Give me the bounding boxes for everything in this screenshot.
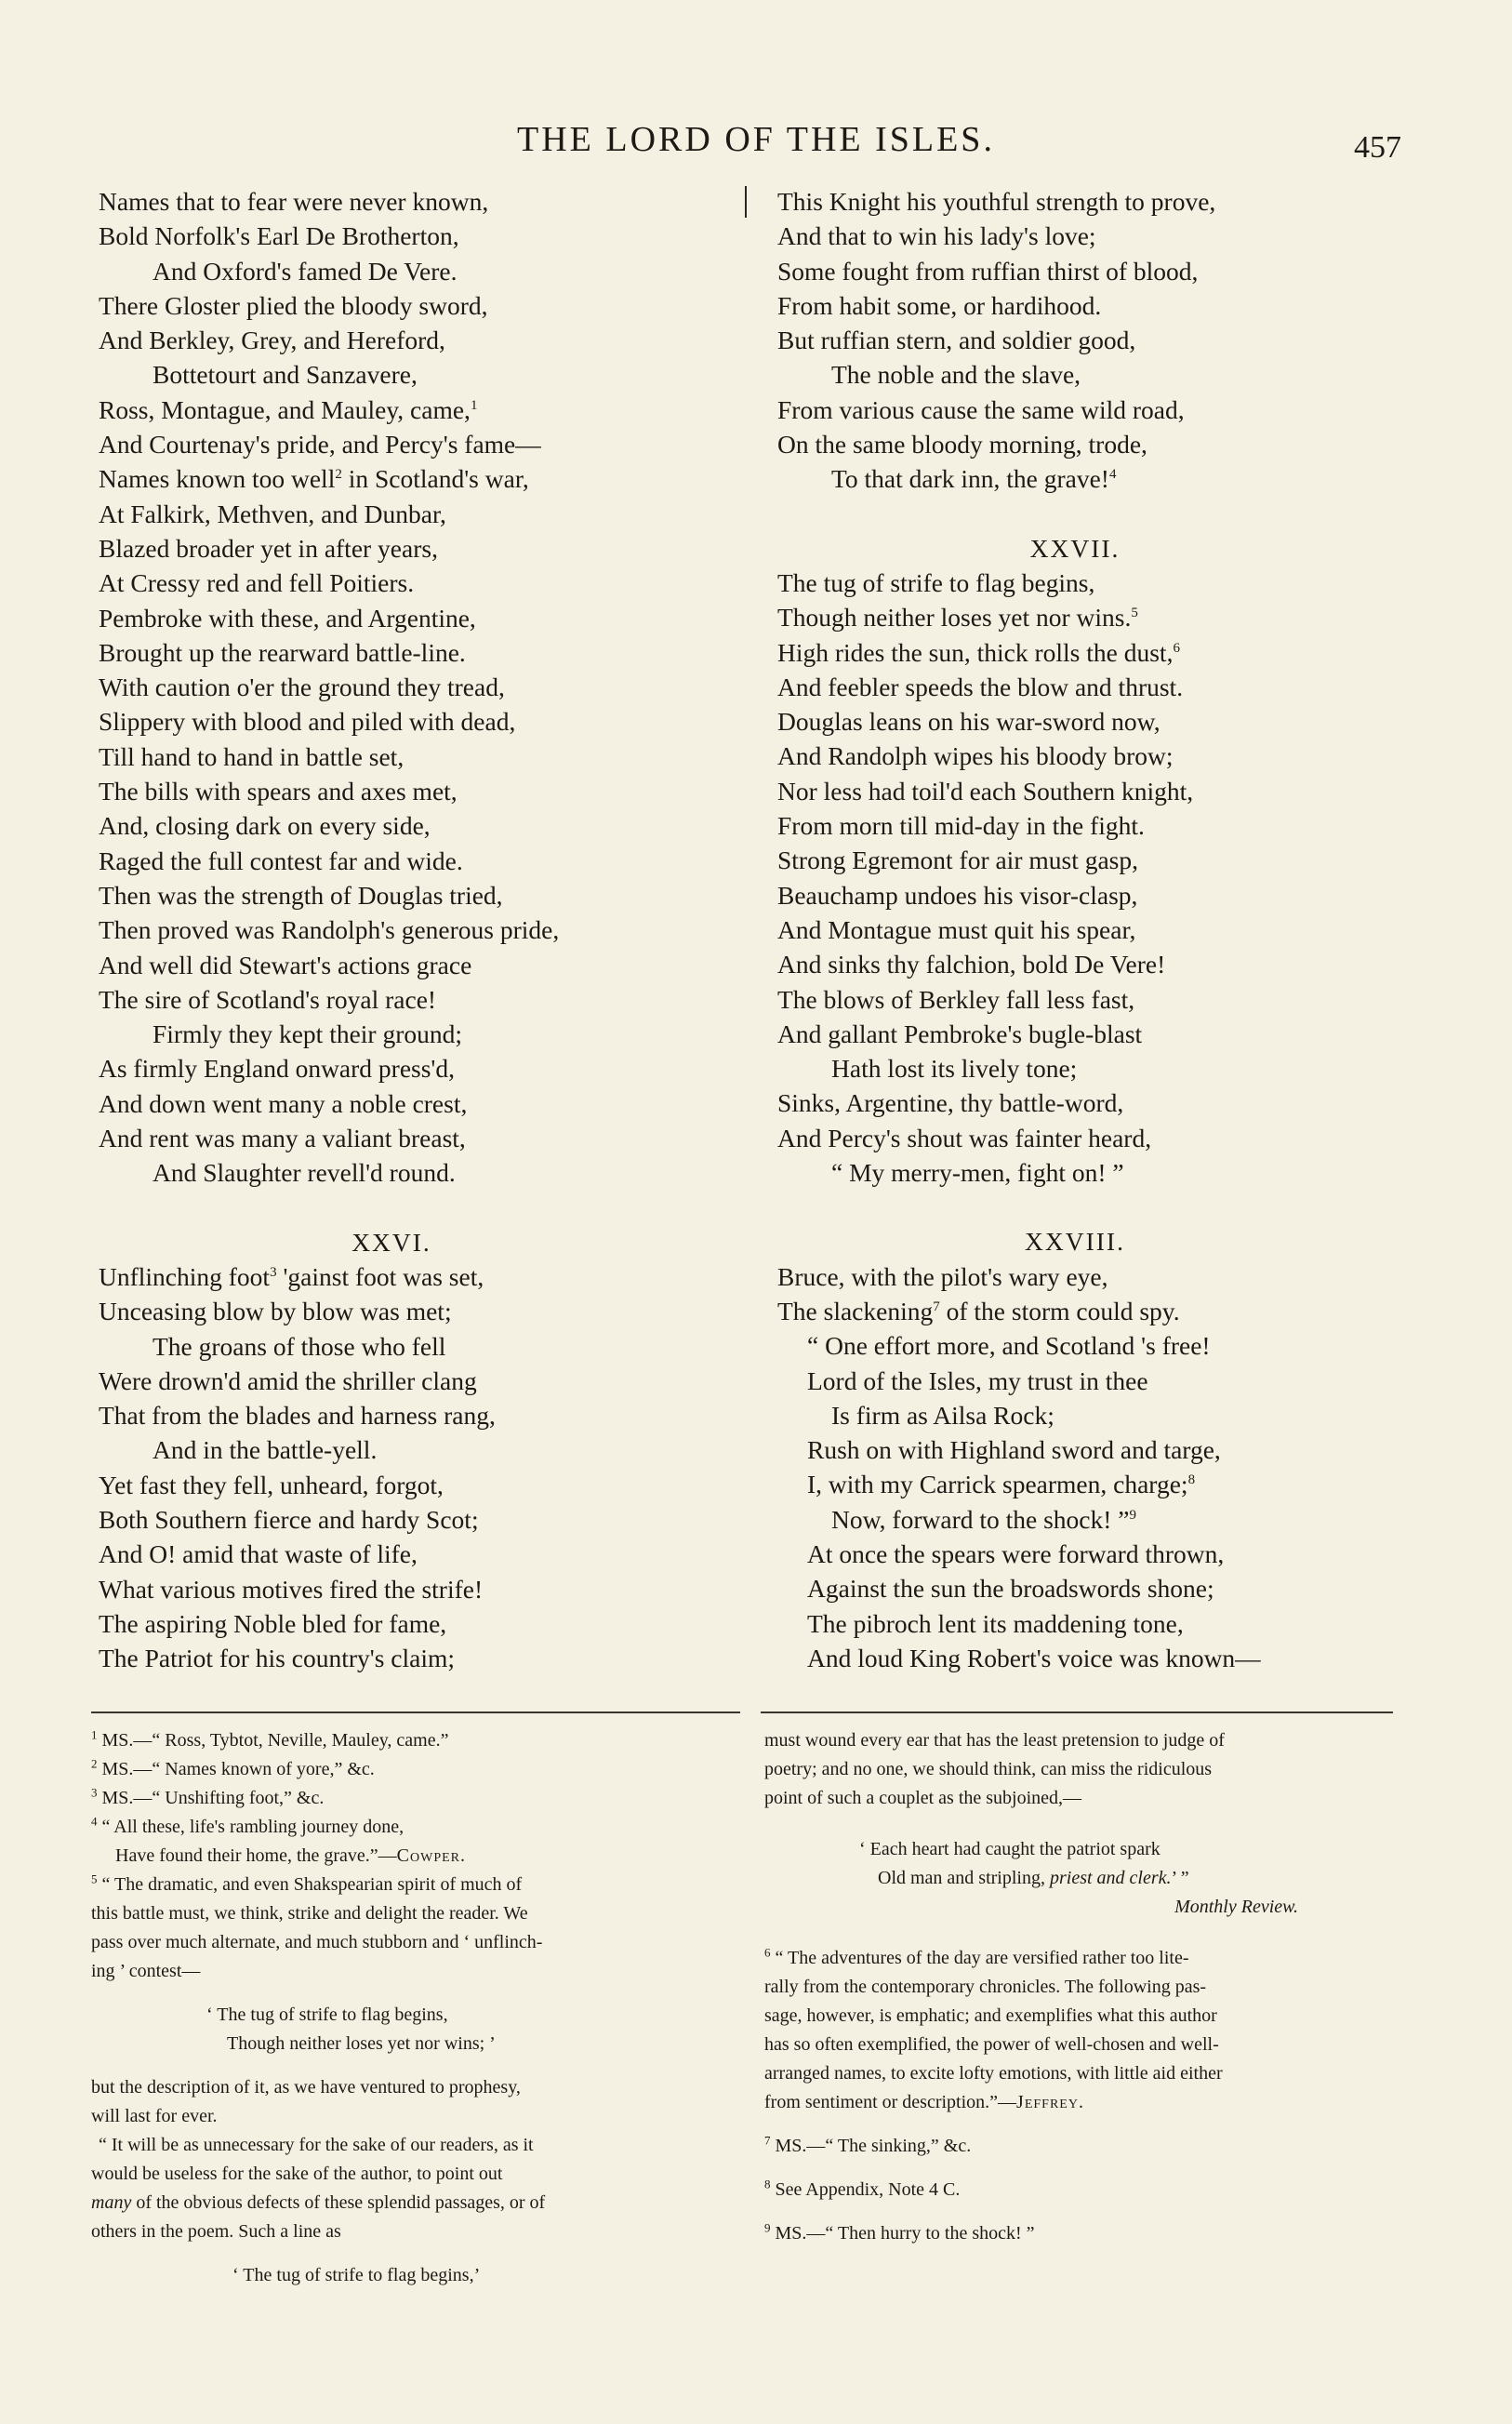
footnote-gap [764, 1922, 1393, 1944]
footnote-4 [91, 1813, 740, 1842]
footnote-ref: 2 [335, 467, 342, 483]
verse-text: Now, forward to the shock! ” [831, 1504, 1130, 1534]
verse-line: And Oxford's famed De Vere. [153, 256, 458, 286]
footnote-quote-line: Though neither loses yet nor wins; ’ [227, 2033, 496, 2054]
footnote-line: would be useless for the sake of the author, to point out [91, 2164, 503, 2184]
verse-line: And, closing dark on every side, [99, 811, 431, 841]
verse-line: This Knight his youthful strength to prove, [777, 187, 1216, 216]
verse-line: Firmly they kept their ground; [153, 1019, 463, 1049]
footnote-ref: 4 [1108, 467, 1117, 483]
verse-line: Bold Norfolk's Earl De Brotherton, [99, 221, 459, 251]
verse-line: The Patriot for his country's claim; [99, 1644, 455, 1673]
footnote-text: MS.—“ The sinking,” &c. [775, 2136, 972, 2156]
footnote-line: has so often exemplified, the power of well-chosen and well- [764, 2034, 1219, 2055]
verse-line: Some fought from ruffian thirst of blood, [777, 256, 1199, 286]
verse-line: As firmly England onward press'd, [99, 1054, 456, 1084]
verse-text: High rides the sun, thick rolls the dust, [777, 637, 1174, 667]
verse-line: Both Southern fierce and hardy Scot; [99, 1504, 479, 1534]
stanza-heading-xxvii: XXVII. [1029, 533, 1121, 563]
footnote-ref: 1 [470, 397, 478, 413]
footnote-gap [91, 2246, 740, 2261]
verse-line: Unceasing blow by blow was met; [99, 1297, 452, 1326]
footnote-mark: 8 [764, 2177, 771, 2191]
footnote-line: rally from the contemporary chronicles. The following pas- [764, 1977, 1207, 1997]
footnote-quote-line: ‘ The tug of strife to flag begins, [206, 2004, 448, 2025]
footnote-gap [91, 2058, 740, 2073]
footnote-text: MS.—“ Unshifting foot,” &c. [101, 1788, 325, 1808]
footnote-text: MS.—“ Then hurry to the shock! ” [775, 2223, 1035, 2244]
verse-line [777, 600, 1428, 634]
verse-text: Though neither loses yet nor wins. [777, 603, 1132, 633]
right-column [777, 184, 1428, 1675]
verse-line: On the same bloody morning, trode, [777, 430, 1147, 459]
footnote-mark: 4 [91, 1814, 98, 1829]
footnote-rule-left [91, 1711, 740, 1713]
footnote-6 [764, 1944, 1393, 1973]
footnote-text: from sentiment or description.”— [764, 2092, 1017, 2112]
footnote-text: of the obvious defects of these splendid passages, or of [131, 2192, 546, 2213]
verse-line: At Falkirk, Methven, and Dunbar, [99, 499, 446, 528]
footnote-line: poetry; and no one, we should think, can miss the ridiculous [764, 1759, 1213, 1779]
footnote-ref: 5 [1131, 606, 1138, 621]
verse-line: Raged the full contest far and wide. [99, 846, 463, 875]
verse-line: Sinks, Argentine, thy battle-word, [777, 1088, 1124, 1118]
footnote-mark: 9 [764, 2220, 771, 2235]
page-number: 457 [1354, 130, 1401, 165]
footnote-line: this battle must, we think, strike and delight the reader. We [91, 1903, 528, 1924]
verse-text: in Scotland's war, [348, 464, 529, 494]
running-head: THE LORD OF THE ISLES. [517, 120, 995, 159]
verse-line: The aspiring Noble bled for fame, [99, 1608, 447, 1638]
footnote-line: arranged names, to excite lofty emotions, with little aid either [764, 2063, 1223, 2084]
verse-line [777, 1467, 1428, 1501]
stanza-heading-xxvi: XXVI. [351, 1227, 431, 1257]
verse-line: And Berkley, Grey, and Hereford, [99, 326, 445, 355]
verse-line: The bills with spears and axes met, [99, 777, 458, 806]
verse-line: And that to win his lady's love; [777, 221, 1096, 251]
verse-line: And Montague must quit his spear, [777, 914, 1136, 944]
verse-line: From morn till mid-day in the fight. [777, 811, 1145, 841]
footnotes-right [764, 1726, 1393, 2248]
footnote-quote-line: ‘ Each heart had caught the patriot spark [859, 1839, 1161, 1859]
verse-line: And rent was many a valiant breast, [99, 1124, 466, 1153]
footnote-author: Cowper. [396, 1845, 467, 1866]
footnote-text: MS.—“ Ross, Tybtot, Neville, Mauley, came.” [101, 1730, 449, 1751]
footnote-line: ing ’ contest— [91, 1961, 201, 1981]
footnote-mark: 2 [91, 1756, 98, 1771]
verse-line: But ruffian stern, and soldier good, [777, 326, 1136, 355]
footnote-text: Have found their home, the grave.”— [115, 1845, 397, 1866]
footnote-line: others in the poem. Such a line as [91, 2221, 341, 2242]
verse-line: Nor less had toil'd each Southern knight, [777, 776, 1194, 806]
footnote-text: ’ ” [1171, 1868, 1189, 1888]
footnote-8 [764, 2176, 1393, 2204]
verse-text: Names known too well [99, 464, 336, 494]
verse-line: And gallant Pembroke's bugle-blast [777, 1019, 1143, 1048]
footnote-ref: 9 [1129, 1507, 1136, 1523]
footnote-line: will last for ever. [91, 2106, 218, 2126]
verse-line: And well did Stewart's actions grace [99, 950, 472, 979]
footnote-3 [91, 1784, 740, 1813]
verse-line: Pembroke with these, and Argentine, [99, 603, 476, 633]
footnote-text: “ The adventures of the day are versified rather too lite- [775, 1948, 1189, 1968]
verse-line: “ My merry-men, fight on! ” [831, 1158, 1124, 1188]
footnote-quote-line: ‘ The tug of strife to flag begins,’ [232, 2265, 481, 2285]
footnote-text: MS.—“ Names known of yore,” &c. [101, 1759, 375, 1779]
footnotes-left [91, 1726, 740, 2290]
footnote-source: Monthly Review. [1174, 1897, 1298, 1917]
verse-line: And Courtenay's pride, and Percy's fame— [99, 430, 541, 459]
footnote-4-cont [91, 1842, 740, 1871]
verse-line: And in the battle-yell. [153, 1435, 378, 1465]
verse-line: Names that to fear were never known, [99, 187, 489, 216]
verse-line: Brought up the rearward battle-line. [99, 637, 466, 667]
verse-line: The groans of those who fell [153, 1331, 446, 1361]
footnote-rule-right [761, 1711, 1393, 1713]
verse-line: There Gloster plied the bloody sword, [99, 290, 488, 320]
footnote-gap [764, 2204, 1393, 2219]
verse-line: From habit some, or hardihood. [777, 290, 1102, 320]
verse-line: And Randolph wipes his bloody brow; [777, 741, 1174, 771]
verse-line: Till hand to hand in battle set, [99, 741, 405, 771]
verse-line: At once the spears were forward thrown, [807, 1538, 1225, 1568]
verse-line: The blows of Berkley fall less fast, [777, 984, 1135, 1014]
left-column [99, 184, 740, 1675]
footnote-1 [91, 1726, 740, 1755]
footnote-5 [91, 1871, 740, 1899]
footnote-emphasis: many [91, 2192, 132, 2213]
verse-text: Unflinching foot [99, 1261, 271, 1291]
verse-line: Slippery with blood and piled with dead, [99, 707, 516, 737]
footnote-7 [764, 2132, 1393, 2161]
verse-line: And sinks thy falchion, bold De Vere! [777, 950, 1166, 979]
footnote-ref: 7 [933, 1299, 940, 1314]
verse-line: Strong Egremont for air must gasp, [777, 846, 1138, 875]
footnote-text: See Appendix, Note 4 C. [775, 2179, 961, 2200]
footnote-mark: 6 [764, 1945, 771, 1960]
verse-line: At Cressy red and fell Poitiers. [99, 568, 415, 598]
verse-line [99, 393, 740, 427]
footnote-gap [764, 1813, 1393, 1835]
footnote-text: “ All these, life's rambling journey done, [101, 1817, 405, 1837]
verse-line: The sire of Scotland's royal race! [99, 984, 437, 1014]
verse-line: Lord of the Isles, my trust in thee [807, 1365, 1148, 1395]
footnote-emphasis: priest and clerk. [1049, 1868, 1172, 1888]
footnote-ref: 3 [270, 1264, 277, 1280]
footnote-line: pass over much alternate, and much stubborn and ‘ unflinch- [91, 1932, 543, 1952]
footnote-line: “ It will be as unnecessary for the sake of our readers, as it [99, 2135, 534, 2155]
footnote-line: point of such a couplet as the subjoined,— [764, 1788, 1082, 1808]
verse-line [99, 1259, 740, 1294]
verse-line [777, 635, 1428, 670]
footnote-mark: 5 [91, 1871, 98, 1886]
verse-line: Against the sun the broadswords shone; [807, 1574, 1214, 1604]
footnote-ref: 6 [1173, 640, 1180, 656]
stanza-gap [777, 1190, 1428, 1224]
verse-line: Rush on with Highland sword and targe, [807, 1435, 1221, 1465]
verse-line: Bottetourt and Sanzavere, [153, 360, 418, 390]
footnote-9 [764, 2219, 1393, 2248]
footnote-line [91, 2189, 740, 2218]
footnote-quote-line [764, 1864, 1393, 1893]
verse-line: Then was the strength of Douglas tried, [99, 880, 503, 910]
verse-line: And down went many a noble crest, [99, 1088, 468, 1118]
footnote-gap [764, 2161, 1393, 2176]
verse-line: The pibroch lent its maddening tone, [807, 1608, 1184, 1638]
verse-line [99, 461, 740, 496]
verse-line: And loud King Robert's voice was known— [807, 1643, 1261, 1672]
verse-text: I, with my Carrick spearmen, charge; [807, 1470, 1188, 1499]
footnote-text: “ The dramatic, and even Shakspearian spirit of much of [101, 1874, 523, 1895]
stanza-heading-xxviii: XXVIII. [1025, 1227, 1125, 1257]
verse-line: Blazed broader yet in after years, [99, 533, 438, 563]
footnote-2 [91, 1755, 740, 1784]
verse-line: With caution o'er the ground they tread, [99, 673, 505, 702]
verse-line: The noble and the slave, [831, 360, 1081, 390]
verse-line: Is firm as Ailsa Rock; [831, 1400, 1054, 1430]
footnote-gap [764, 2117, 1393, 2132]
verse-line: And O! amid that waste of life, [99, 1539, 418, 1569]
verse-line: “ One effort more, and Scotland 's free! [807, 1331, 1211, 1361]
verse-line: That from the blades and harness rang, [99, 1401, 496, 1431]
footnote-line: must wound every ear that has the least pretension to judge of [764, 1730, 1225, 1751]
footnote-author: Jeffrey. [1016, 2092, 1084, 2112]
footnote-mark: 7 [764, 2133, 771, 2148]
verse-line: What various motives fired the strife! [99, 1574, 484, 1604]
footnote-gap [91, 1986, 740, 2001]
footnote-text: Old man and stripling, [878, 1868, 1050, 1888]
verse-line: And feebler speeds the blow and thrust. [777, 672, 1184, 701]
verse-text: 'gainst foot was set, [283, 1261, 484, 1291]
verse-line: The tug of strife to flag begins, [777, 567, 1095, 597]
verse-line: Bruce, with the pilot's wary eye, [777, 1261, 1108, 1291]
verse-line: From various cause the same wild road, [777, 394, 1185, 424]
verse-line: Then proved was Randolph's generous pride, [99, 915, 560, 945]
footnote-line [764, 2088, 1393, 2117]
footnote-mark: 1 [91, 1727, 98, 1742]
footnote-line: sage, however, is emphatic; and exemplifies what this author [764, 2005, 1217, 2026]
verse-line: Yet fast they fell, unheard, forgot, [99, 1470, 444, 1499]
footnote-mark: 3 [91, 1785, 98, 1800]
verse-line [777, 1294, 1428, 1328]
verse-line: Douglas leans on his war-sword now, [777, 707, 1161, 737]
verse-text: To that dark inn, the grave! [831, 464, 1109, 494]
verse-text: The slackening [777, 1296, 934, 1325]
verse-line: Beauchamp undoes his visor-clasp, [777, 880, 1138, 910]
verse-line [777, 1502, 1428, 1537]
verse-line: And Percy's shout was fainter heard, [777, 1123, 1152, 1152]
verse-line: Were drown'd amid the shriller clang [99, 1365, 477, 1395]
stanza-gap [99, 1191, 740, 1225]
stanza-gap [777, 497, 1428, 531]
verse-text: Ross, Montague, and Mauley, came, [99, 394, 471, 424]
verse-line: Hath lost its lively tone; [831, 1054, 1078, 1084]
verse-line [777, 461, 1428, 496]
verse-line: And Slaughter revell'd round. [153, 1158, 456, 1188]
column-rule [745, 186, 747, 218]
verse-text: of the storm could spy. [946, 1296, 1180, 1325]
footnote-ref: 8 [1187, 1472, 1196, 1488]
footnote-line: but the description of it, as we have ventured to prophesy, [91, 2077, 521, 2098]
